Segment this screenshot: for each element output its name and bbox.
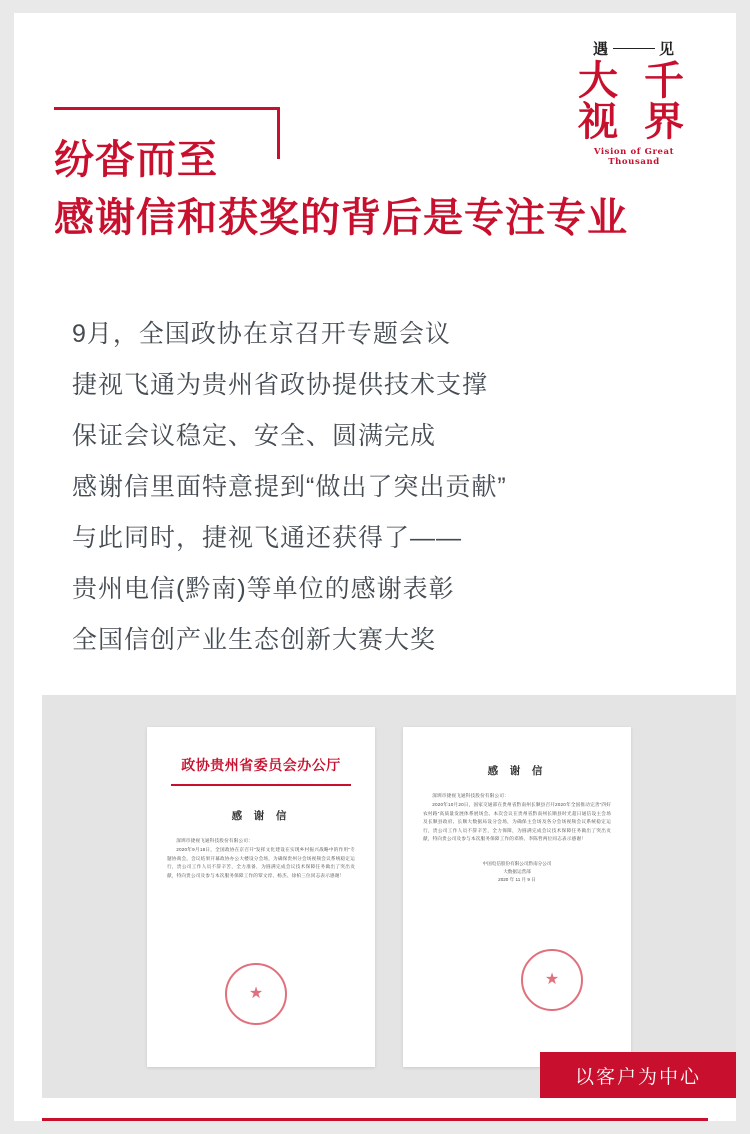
documents-panel bbox=[42, 695, 736, 1098]
signature-line: 2020 年 11 月 9 日 bbox=[498, 877, 536, 883]
document-body bbox=[167, 837, 355, 881]
logo-char-yu: 遇 bbox=[592, 41, 609, 58]
document-thank-you-letter-1 bbox=[147, 727, 375, 1067]
document-paragraph: 深圳市捷视飞通科技股份有限公司： bbox=[176, 837, 253, 843]
body-line: 保证会议稳定、安全、圆满完成 bbox=[72, 422, 437, 450]
headline-line-2: 感谢信和获奖的背后是专注专业 bbox=[54, 195, 628, 241]
signature-line: 中国电信股份有限公司黔南分公司 bbox=[482, 861, 552, 867]
body-line: 与此同时，捷视飞通还获得了—— bbox=[72, 524, 463, 552]
document-signature bbox=[423, 860, 611, 884]
document-body bbox=[423, 792, 611, 845]
logo-line-2: 视 界 bbox=[578, 97, 690, 145]
signature-line: 大数据运营部 bbox=[503, 869, 531, 875]
document-paragraph: 2020年10月20日，国家交通部在贵州省黔南州长顺县召开2020年全国推动完善“四好农村路”高质量发展体系展场会。本次会议在贵州省黔南州长顺县时光超日通信设主会场及长顺县政府、长顺大数据局设分会场，为确保主会场及各分会场视频会议系统稳定运行，贵公司工作人员不辞辛苦，全力保障，为圆满完成会议技术保障任务做出了突出贡献，特向贵公司及参与本次服务保障工作的邓娇、李陈哲两位同志表示感谢！ bbox=[423, 802, 611, 842]
official-seal-icon bbox=[521, 949, 583, 1011]
logo-top-row bbox=[572, 38, 696, 59]
bottom-accent-rule bbox=[42, 1118, 708, 1121]
logo-divider bbox=[613, 48, 655, 49]
headline-line-1: 纷沓而至 bbox=[54, 137, 218, 183]
document-heading: 感 谢 信 bbox=[231, 809, 291, 822]
documents-row bbox=[42, 695, 736, 1098]
page-title bbox=[54, 131, 714, 247]
body-copy bbox=[72, 309, 722, 666]
document-heading: 感 谢 信 bbox=[487, 764, 547, 777]
document-paragraph: 2020年9月18日，全国政协在京召开“发挥文化建设在实现乡村振兴战略中的作用”专题协商会。会议结果开幕政协办公大楼设分会场，为确保贵州分会场视频会议系统稳定运行，贵公司工作人员不辞辛苦，全力准备，为圆满完成会议技术保障任务做出了突出贡献，特向贵公司及参与本次服务保障工作的覃文淳、杨杰、徐柏三位同志表示感谢！ bbox=[167, 847, 355, 878]
official-seal-icon bbox=[225, 963, 287, 1025]
document-thank-you-letter-2 bbox=[403, 727, 631, 1067]
footer-tag: 以客户为中心 bbox=[540, 1052, 736, 1098]
document-paragraph: 深圳市捷视飞通科技股份有限公司： bbox=[432, 792, 509, 798]
logo-line-1: 大 千 bbox=[578, 57, 690, 104]
poster-card bbox=[14, 13, 736, 1121]
logo-subtitle: Vision of Great Thousand bbox=[593, 146, 675, 167]
logo-char-jian: 见 bbox=[659, 41, 676, 58]
body-line: 全国信创产业生态创新大赛大奖 bbox=[72, 626, 437, 654]
body-line: 贵州电信(黔南)等单位的感谢表彰 bbox=[72, 575, 455, 603]
body-line: 感谢信里面特意提到“做出了突出贡献” bbox=[72, 473, 507, 501]
body-line: 9月，全国政协在京召开专题会议 bbox=[72, 320, 451, 348]
body-line: 捷视飞通为贵州省政协提供技术支撑 bbox=[72, 371, 489, 399]
document-rule bbox=[171, 784, 351, 786]
document-org-title: 政协贵州省委员会办公厅 bbox=[181, 757, 341, 774]
